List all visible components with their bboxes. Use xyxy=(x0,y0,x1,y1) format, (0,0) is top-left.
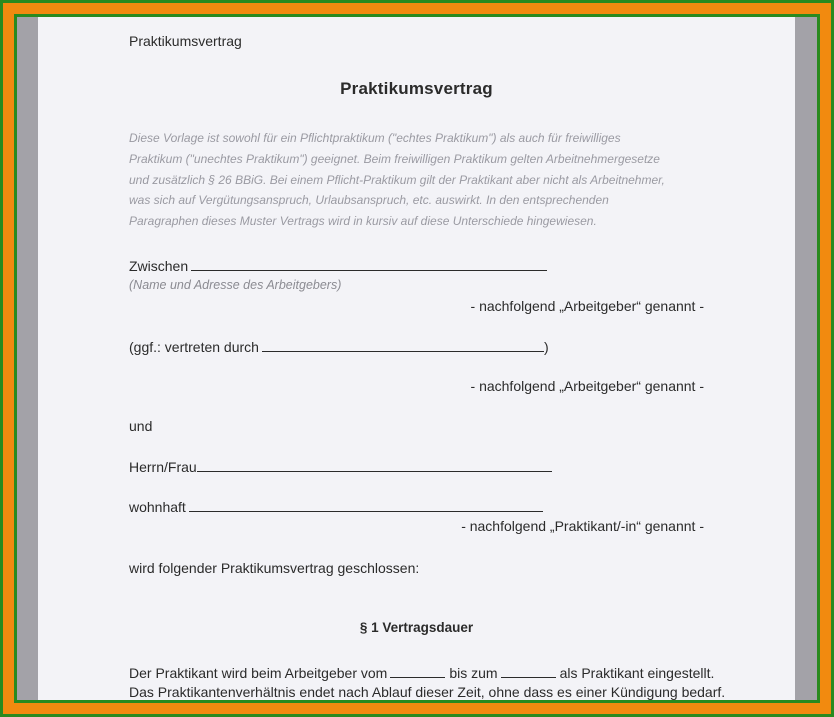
document-viewer[interactable] xyxy=(17,17,817,700)
intro-line: und zusätzlich § 26 BBiG. Bei einem Pflicht-Praktikum gilt der Praktikant aber nicht als Arbeitnehmer, xyxy=(129,172,665,187)
intro-paragraph xyxy=(129,128,709,232)
section-1-title: § 1 Vertragsdauer xyxy=(359,620,474,635)
intro-line: Diese Vorlage ist sowohl für ein Pflichtpraktikum ("echtes Praktikum") als auch für freiwilliges xyxy=(129,131,621,145)
intern-role-label: - nachfolgend „Praktikant/-in“ genannt - xyxy=(461,518,704,534)
intro-line: was sich auf Vergütungsanspruch, Urlaubsanspruch, etc. auswirkt. In den entsprechenden xyxy=(129,193,609,208)
section-1-line-1 xyxy=(129,664,714,681)
employer-line xyxy=(129,257,547,274)
section-1-text: bis zum xyxy=(449,665,498,681)
employer-hint: (Name und Adresse des Arbeitgebers) xyxy=(129,278,342,292)
employer-role-label-2: - nachfolgend „Arbeitgeber“ genannt - xyxy=(470,378,704,394)
herr-frau-label: Herrn/Frau xyxy=(129,459,197,475)
contract-concluded-text: wird folgender Praktikumsvertrag geschlossen: xyxy=(129,560,420,576)
und-label: und xyxy=(129,418,153,434)
intro-line: Paragraphen dieses Muster Vertrags wird in kursiv auf diese Unterschiede hingewiesen. xyxy=(129,214,597,229)
represented-line xyxy=(129,338,549,355)
employer-name-field[interactable] xyxy=(191,257,547,271)
represented-close: ) xyxy=(543,339,549,355)
start-date-field[interactable] xyxy=(390,664,445,678)
intern-name-field[interactable] xyxy=(197,458,552,472)
document-title: Praktikumsvertrag xyxy=(340,79,493,98)
employer-role-label: - nachfolgend „Arbeitgeber“ genannt - xyxy=(470,298,704,314)
represented-label: (ggf.: vertreten durch xyxy=(129,339,259,355)
wohnhaft-label: wohnhaft xyxy=(129,499,186,515)
section-1-text: Der Praktikant wird beim Arbeitgeber vom xyxy=(129,665,388,681)
zwischen-label: Zwischen xyxy=(129,258,189,274)
section-1-text: als Praktikant eingestellt. xyxy=(559,665,715,681)
document-page xyxy=(38,17,795,700)
end-date-field[interactable] xyxy=(501,664,556,678)
address-line xyxy=(129,498,543,515)
representative-field[interactable] xyxy=(262,338,544,352)
intern-name-line xyxy=(129,458,552,475)
section-1-line-2: Das Praktikantenverhältnis endet nach Ablauf dieser Zeit, ohne dass es einer Kündigung bedarf. xyxy=(129,684,726,700)
intro-line: Praktikum ("unechtes Praktikum") geeignet. Beim freiwilligen Praktikum gelten Arbeitnehmergesetze xyxy=(129,151,660,166)
document-header: Praktikumsvertrag xyxy=(129,33,242,49)
address-field[interactable] xyxy=(189,498,543,512)
